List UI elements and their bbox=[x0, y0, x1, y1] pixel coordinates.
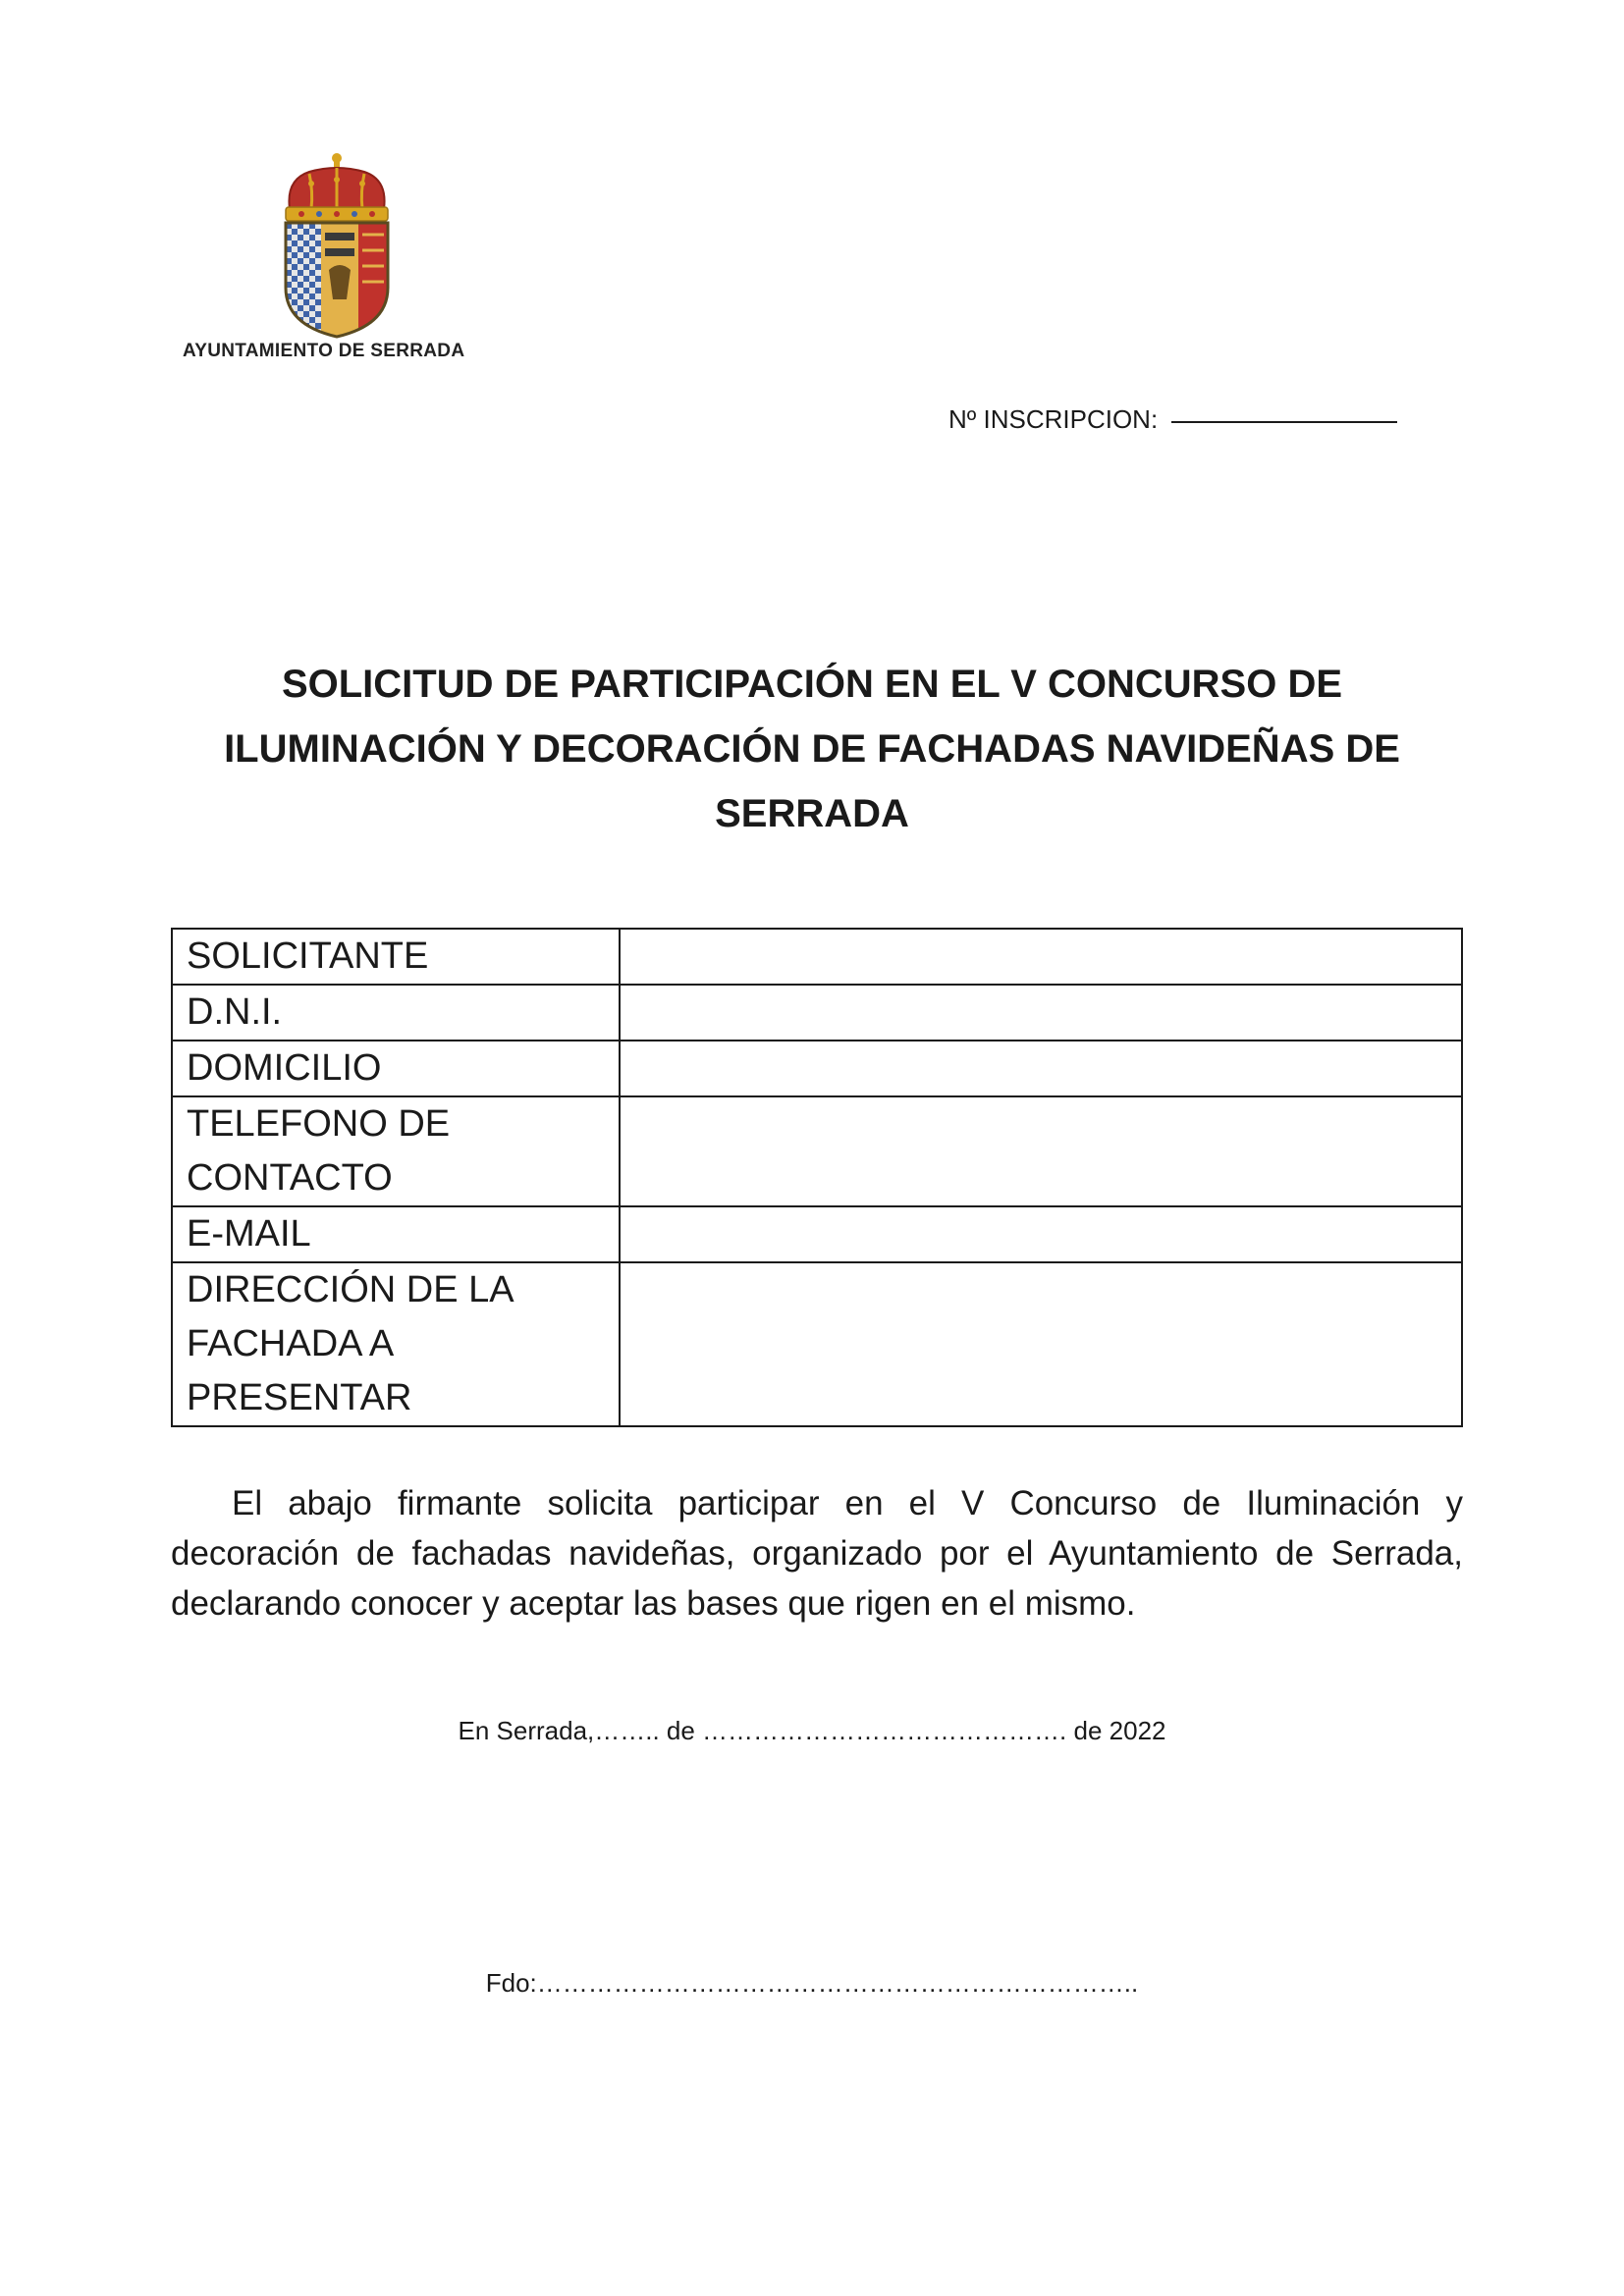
document-title bbox=[147, 652, 1477, 846]
title-line: SOLICITUD DE PARTICIPACIÓN EN EL V CONCURSO DE bbox=[281, 663, 1343, 706]
label-line: DOMICILIO bbox=[187, 1047, 382, 1089]
inscription-number-field bbox=[948, 404, 1397, 435]
shield-icon bbox=[286, 223, 388, 339]
field-value[interactable] bbox=[620, 929, 1462, 985]
field-label bbox=[172, 1206, 620, 1262]
form-row-dni bbox=[172, 985, 1462, 1041]
field-label bbox=[172, 1262, 620, 1426]
place-date-line: En Serrada,…….. de ……………………………………. de 2022 bbox=[458, 1716, 1166, 1745]
field-value[interactable] bbox=[620, 1096, 1462, 1206]
title-line: ILUMINACIÓN Y DECORACIÓN DE FACHADAS NAVIDEÑAS DE bbox=[224, 727, 1400, 771]
label-line: SOLICITANTE bbox=[187, 935, 429, 977]
field-label bbox=[172, 985, 620, 1041]
label-line: CONTACTO bbox=[187, 1157, 393, 1199]
field-label bbox=[172, 1041, 620, 1096]
field-value[interactable] bbox=[620, 1041, 1462, 1096]
field-value[interactable] bbox=[620, 1262, 1462, 1426]
field-label bbox=[172, 1096, 620, 1206]
declaration-paragraph: El abajo firmante solicita participar en el V Concurso de Iluminación y decoración de fachadas navideñas, organizado por el Ayuntamiento de Serrada, declarando conocer y aceptar las bases que rigen en el mismo. bbox=[171, 1484, 1463, 1623]
signature-line: Fdo:…………………………………………………………….. bbox=[485, 1968, 1139, 1998]
field-value[interactable] bbox=[620, 985, 1462, 1041]
label-line: D.N.I. bbox=[187, 991, 283, 1033]
label-line: TELEFONO DE bbox=[187, 1103, 451, 1145]
title-line: SERRADA bbox=[715, 792, 909, 835]
inscription-blank-line[interactable] bbox=[1171, 421, 1397, 423]
organization-name: AYUNTAMIENTO DE SERRADA bbox=[183, 341, 465, 361]
label-line: FACHADA A bbox=[187, 1323, 395, 1364]
coat-of-arms-icon bbox=[280, 152, 394, 339]
field-label bbox=[172, 929, 620, 985]
label-line: DIRECCIÓN DE LA bbox=[187, 1269, 514, 1310]
form-row-solicitante bbox=[172, 929, 1462, 985]
application-form-table bbox=[171, 928, 1463, 1427]
field-value[interactable] bbox=[620, 1206, 1462, 1262]
inscription-label: Nº INSCRIPCION: bbox=[948, 404, 1159, 434]
form-row-email bbox=[172, 1206, 1462, 1262]
crown-icon bbox=[286, 153, 388, 221]
label-line: PRESENTAR bbox=[187, 1377, 412, 1418]
form-row-domicilio bbox=[172, 1041, 1462, 1096]
label-line: E-MAIL bbox=[187, 1213, 311, 1255]
form-row-direccion-fachada bbox=[172, 1262, 1462, 1426]
form-row-telefono bbox=[172, 1096, 1462, 1206]
